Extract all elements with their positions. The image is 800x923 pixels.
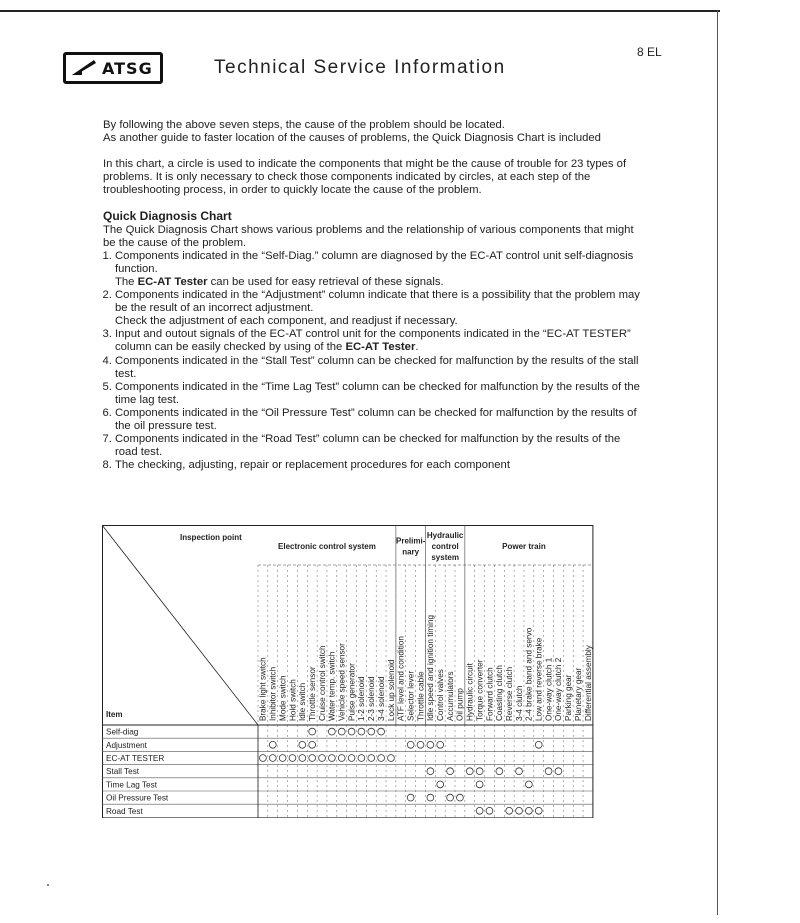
diagnosis-circle-mark [348,755,355,762]
diagnosis-circle-mark [319,755,326,762]
diagnosis-circle-mark [309,741,316,748]
diagnosis-circle-mark [476,781,483,788]
list-item [115,328,643,354]
group-label: Power train [502,542,546,551]
diagnosis-circle-mark [516,768,523,775]
diagnosis-circle-mark [427,794,434,801]
list-item-text: Check the adjustment of each component, and readjust if necessary. [115,315,458,328]
diagnosis-circle-mark [516,807,523,814]
list-item [115,381,643,407]
column-label: Parking gear [564,674,574,721]
diagnosis-circle-mark [378,728,385,735]
column-label: Low and reverse brake [534,637,544,721]
list-item [115,355,643,381]
page-number: 8 EL [637,45,662,59]
column-label: Torque converter [475,659,485,721]
column-label: Accumulators [445,671,455,721]
corner-diagonal [102,525,258,725]
list-item-text: can be used for easy retrieval of these signals. [207,275,444,288]
column-label: Water temp. switch [327,651,337,721]
group-label: nary [402,547,420,557]
diagnosis-circle-mark [525,807,532,814]
diagnosis-circle-mark [417,741,424,748]
list-item-text: Components indicated in the “Adjustment” column indicate that there is a possibility that the problem may be the result of an incorrect adjustment. [115,289,640,315]
diagnosis-circle-mark [378,755,385,762]
column-label: Selector lever [406,670,416,721]
diagnosis-circle-mark [525,781,532,788]
diagnosis-circle-mark [496,768,503,775]
page-title: Technical Service Information [214,57,506,78]
diagnosis-circle-mark [506,807,513,814]
row-label: Time Lag Test [106,780,157,790]
diagnosis-circle-mark [407,741,414,748]
row-label: Stall Test [106,767,140,777]
diagnosis-circle-mark [328,728,335,735]
list-item-text: Components indicated in the “Road Test” column can be checked for malfunction by the results of the road test. [115,433,621,459]
list-item [115,459,643,472]
group-label: Prelimi- [396,536,426,546]
logo-mark-icon [72,60,96,76]
atsg-logo [63,52,163,84]
document-body [103,119,643,472]
diagnosis-circle-mark [368,755,375,762]
diagnosis-circle-mark [269,755,276,762]
column-label: One-way clutch 1 [544,657,554,721]
column-label: Oil pump [455,688,465,721]
column-label: Throttle sensor [307,666,317,721]
row-label: EC-AT TESTER [106,754,165,763]
list-item-text: Components indicated in the “Self-Diag.” column are diagnosed by the EC-AT control unit self-diagnosis function. [115,249,634,275]
column-label: 1-2 solenoid [357,676,367,721]
column-label: Cruise control switch [317,645,327,721]
section-heading: Quick Diagnosis Chart [103,209,232,224]
numbered-list [103,250,643,473]
group-label: system [431,553,459,562]
diagnosis-circle-mark [269,741,276,748]
corner-bottom-label: Item [106,710,123,719]
column-label: Mode switch [278,675,288,721]
column-label: Lock up solenoid [386,659,396,721]
diagnosis-circle-mark [535,741,542,748]
diagnosis-circle-mark [407,794,414,801]
column-label: Control valves [436,669,446,721]
diagnosis-circle-mark [289,755,296,762]
row-label: Oil Pressure Test [106,793,169,803]
list-item [115,407,643,433]
diagnosis-circle-mark [328,755,335,762]
column-label: Reverse clutch [504,666,514,721]
column-label: Idle speed and ignition timing [426,614,436,721]
diagnosis-circle-mark [309,755,316,762]
column-label: Vehicle speed sensor [337,643,347,721]
diagnosis-circle-mark [466,768,473,775]
diagnosis-circle-mark [447,768,454,775]
column-label: One-way clutch 2 [554,657,564,721]
list-item-text: Components indicated in the “Oil Pressure Test” column can be checked for malfunction by the results of the oil pressure test. [115,406,637,432]
column-label: 3-4 clutch [514,685,524,721]
intro-paragraph-2: In this chart, a circle is used to indicate the components that might be the cause of trouble for 23 types of problems. It is only necessary to check those components indicated by circles, at each step of the troubleshooting process, in order to quickly locate the cause of the problem. [103,158,627,197]
diagnosis-circle-mark [338,728,345,735]
diagnosis-circle-mark [486,807,493,814]
section-description: The Quick Diagnosis Chart shows various problems and the relationship of various components that might be the cause of the problem. [103,223,634,249]
quick-diagnosis-table [102,525,640,818]
list-item [115,250,643,289]
table-svg [102,525,640,818]
column-label: 2-4 brake band and servo [524,627,534,721]
top-rule [0,10,720,12]
group-label: control [431,542,459,551]
diagnosis-circle-mark [437,781,444,788]
diagnosis-circle-mark [358,755,365,762]
diagnosis-circle-mark [348,728,355,735]
diagnosis-circle-mark [447,794,454,801]
diagnosis-circle-mark [368,728,375,735]
bold-term: EC-AT Tester [137,275,208,288]
column-label: Planetary gear [573,667,583,721]
diagnosis-circle-mark [437,741,444,748]
row-label: Road Test [106,806,143,816]
column-label: Hydraulic circuit [465,663,475,721]
bold-term: EC-AT Tester [345,341,416,354]
column-label: Forward clutch [485,667,495,721]
row-label: Adjustment [106,740,147,750]
column-label: Hold switch [288,679,298,721]
column-label: ATF level and condition [396,636,406,721]
group-label: Hydraulic [426,531,464,540]
diagnosis-circle-mark [279,755,286,762]
column-label: Coasting clutch [495,665,505,721]
diagnosis-circle-mark [427,741,434,748]
diagnosis-circle-mark [535,807,542,814]
group-label: Electronic control system [278,542,376,551]
list-item-text: The [115,275,138,288]
column-label: Pulse generator [347,663,357,721]
diagnosis-circle-mark [388,755,395,762]
logo-text: ATSG [102,58,153,78]
scan-speck [47,884,49,886]
diagnosis-circle-mark [358,728,365,735]
list-item-text: Input and outout signals of the EC-AT control unit for the components indicated in the “EC-AT TESTER” column can be easily checked by using of the [115,328,631,354]
list-item-text: The checking, adjusting, repair or replacement procedures for each component [115,459,510,472]
diagnosis-circle-mark [457,794,464,801]
list-item-text: . [415,341,419,354]
intro-line-2: As another guide to faster location of the causes of problems, the Quick Diagnosis Chart is included [103,132,601,145]
diagnosis-circle-mark [299,755,306,762]
corner-top-label: Inspection point [180,533,242,542]
column-label: Inhibitor switch [268,666,278,721]
diagnosis-circle-mark [555,768,562,775]
row-label: Self-diag [106,727,139,737]
diagnosis-circle-mark [309,728,316,735]
column-label: Differential assembly [583,645,593,721]
diagnosis-circle-mark [476,768,483,775]
diagnosis-circle-mark [260,755,267,762]
diagnosis-circle-mark [476,807,483,814]
intro-line-1: By following the above seven steps, the cause of the problem should be located. [103,119,505,131]
list-item-text: Components indicated in the “Time Lag Test” column can be checked for malfunction by the results of the time lag test. [115,380,640,406]
list-item [115,289,643,328]
column-label: 2-3 solenoid [367,676,377,721]
diagnosis-circle-mark [338,755,345,762]
column-label: Idle switch [298,682,308,721]
diagnosis-circle-mark [427,768,434,775]
column-label: 3-4 solenoid [376,676,386,721]
list-item-text: Components indicated in the “Stall Test” column can be checked for malfunction by the results of the stall test. [115,354,639,380]
list-item [115,433,643,459]
column-label: Brake light switch [258,657,268,721]
right-margin-rule [717,10,718,915]
diagnosis-circle-mark [299,741,306,748]
diagnosis-circle-mark [545,768,552,775]
column-label: Throttle cable [416,671,426,721]
